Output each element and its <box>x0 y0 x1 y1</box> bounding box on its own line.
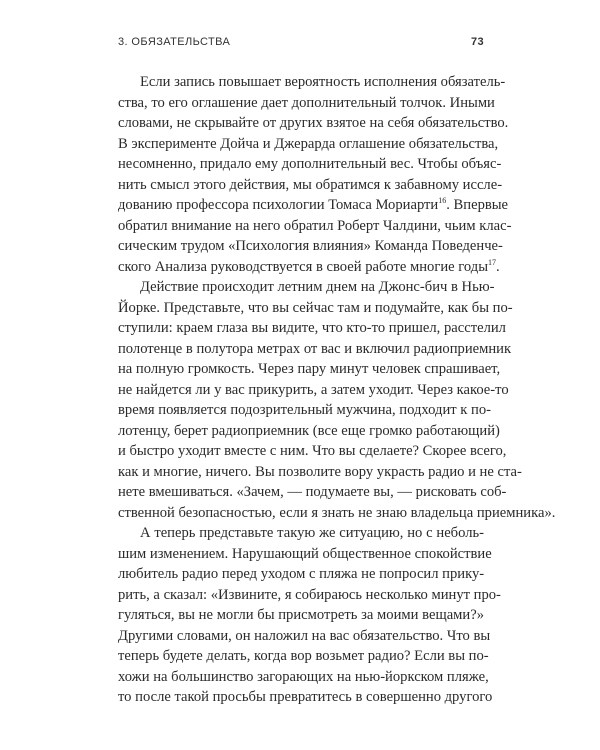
text-line <box>118 216 512 237</box>
text-line <box>118 482 507 503</box>
text-line <box>118 585 501 606</box>
chapter-title: 3. ОБЯЗАТЕЛЬСТВА <box>118 36 231 48</box>
text-line <box>118 175 503 196</box>
line-text: несомненно, придало ему дополнительный вес. Чтобы объяс- <box>118 156 502 172</box>
text-line <box>118 195 509 216</box>
line-text: нить смысл этого действия, мы обратимся к забавному иссле- <box>118 176 503 193</box>
text-line <box>118 154 502 175</box>
line-text: Действие происходит летним днем на Джонс-бич в Нью- <box>140 279 495 295</box>
footnote-marker: 17 <box>488 257 497 267</box>
running-head <box>118 36 484 54</box>
line-text: лотенцу, берет радиоприемник (все еще громко работающий) <box>118 422 500 439</box>
line-text: любитель радио перед уходом с пляжа не попросил прику- <box>118 566 485 582</box>
line-text: не найдется ли у вас прикурить, а затем уходит. Через какое-то <box>118 381 509 398</box>
line-text: полотенце в полутора метрах от вас и включил радиоприемник <box>118 340 512 357</box>
text-line <box>118 277 495 298</box>
line-text: нете вмешиваться. «Зачем, — подумаете вы, — рисковать соб- <box>118 484 507 500</box>
line-text: Другими словами, он наложил на вас обязательство. Что вы <box>118 627 491 644</box>
text-line <box>118 646 489 667</box>
line-text: то после такой просьбы превратитесь в совершенно другого <box>118 689 493 705</box>
text-line <box>118 298 513 319</box>
text-line <box>118 93 495 114</box>
text-line <box>118 626 491 647</box>
line-text: ственной безопасностью, если я знать не знаю владельца приемника». <box>118 504 556 521</box>
line-text: А теперь представьте такую же ситуацию, но с неболь- <box>140 525 484 541</box>
text-line <box>118 421 500 442</box>
text-line <box>118 687 493 708</box>
body-text <box>118 72 556 708</box>
line-text: рить, а сказал: «Извините, я собираюсь несколько минут про- <box>118 586 501 603</box>
text-line <box>118 441 507 462</box>
footnote-marker: 16 <box>438 196 447 206</box>
line-text: шим изменением. Нарушающий общественное спокойствие <box>118 545 492 562</box>
line-text: теперь будете делать, когда вор возьмет радио? Если вы по- <box>118 648 489 664</box>
line-text: В эксперименте Дойча и Джерарда оглашение обязательства, <box>118 135 499 152</box>
line-text: ского Анализа руководствуется в своей работе многие годы <box>118 258 489 275</box>
line-text: словами, не скрывайте от других взятое на себя обязательство. <box>118 115 509 131</box>
line-text: как и многие, ничего. Вы позволите вору украсть радио и не ста- <box>118 463 522 480</box>
text-line <box>118 605 484 626</box>
line-text-tail: . Впервые <box>446 197 509 213</box>
text-line <box>118 318 506 339</box>
line-text: Йорке. Представьте, что вы сейчас там и подумайте, как бы по- <box>118 299 513 316</box>
text-line <box>118 523 484 544</box>
line-text: время появляется подозрительный мужчина, подходит к по- <box>118 402 492 418</box>
text-line <box>118 564 484 585</box>
line-text: хожи на большинство загорающих на нью-йоркском пляже, <box>118 668 489 685</box>
text-line <box>118 380 509 401</box>
line-text: гуляться, вы не могли бы присмотреть за моими вещами?» <box>118 607 484 623</box>
line-text: сическим трудом «Психология влияния» Команда Поведенче- <box>118 238 503 254</box>
line-text: и быстро уходит вместе с ним. Что вы сделаете? Скорее всего, <box>118 443 507 459</box>
text-line <box>118 257 500 278</box>
text-line <box>118 503 556 524</box>
text-line <box>118 359 501 380</box>
line-text: ства, то его оглашение дает дополнительный толчок. Иными <box>118 94 495 111</box>
page-number: 73 <box>470 36 484 48</box>
text-line <box>118 72 506 93</box>
line-text-tail: . <box>496 258 500 275</box>
text-line <box>118 462 522 483</box>
line-text: обратил внимание на него обратил Роберт Чалдини, чьим клас- <box>118 217 512 234</box>
text-line <box>118 236 503 257</box>
text-line <box>118 339 512 360</box>
line-text: на полную громкость. Через пару минут человек спрашивает, <box>118 361 501 377</box>
line-text: Если запись повышает вероятность исполнения обязатель- <box>140 74 506 90</box>
text-line <box>118 400 492 421</box>
text-line <box>118 113 509 134</box>
text-line <box>118 544 492 565</box>
text-line <box>118 134 499 155</box>
line-text: дованию профессора психологии Томаса Мориарти <box>118 197 439 213</box>
text-line <box>118 667 489 688</box>
line-text: ступили: краем глаза вы видите, что кто-то пришел, расстелил <box>118 320 506 336</box>
